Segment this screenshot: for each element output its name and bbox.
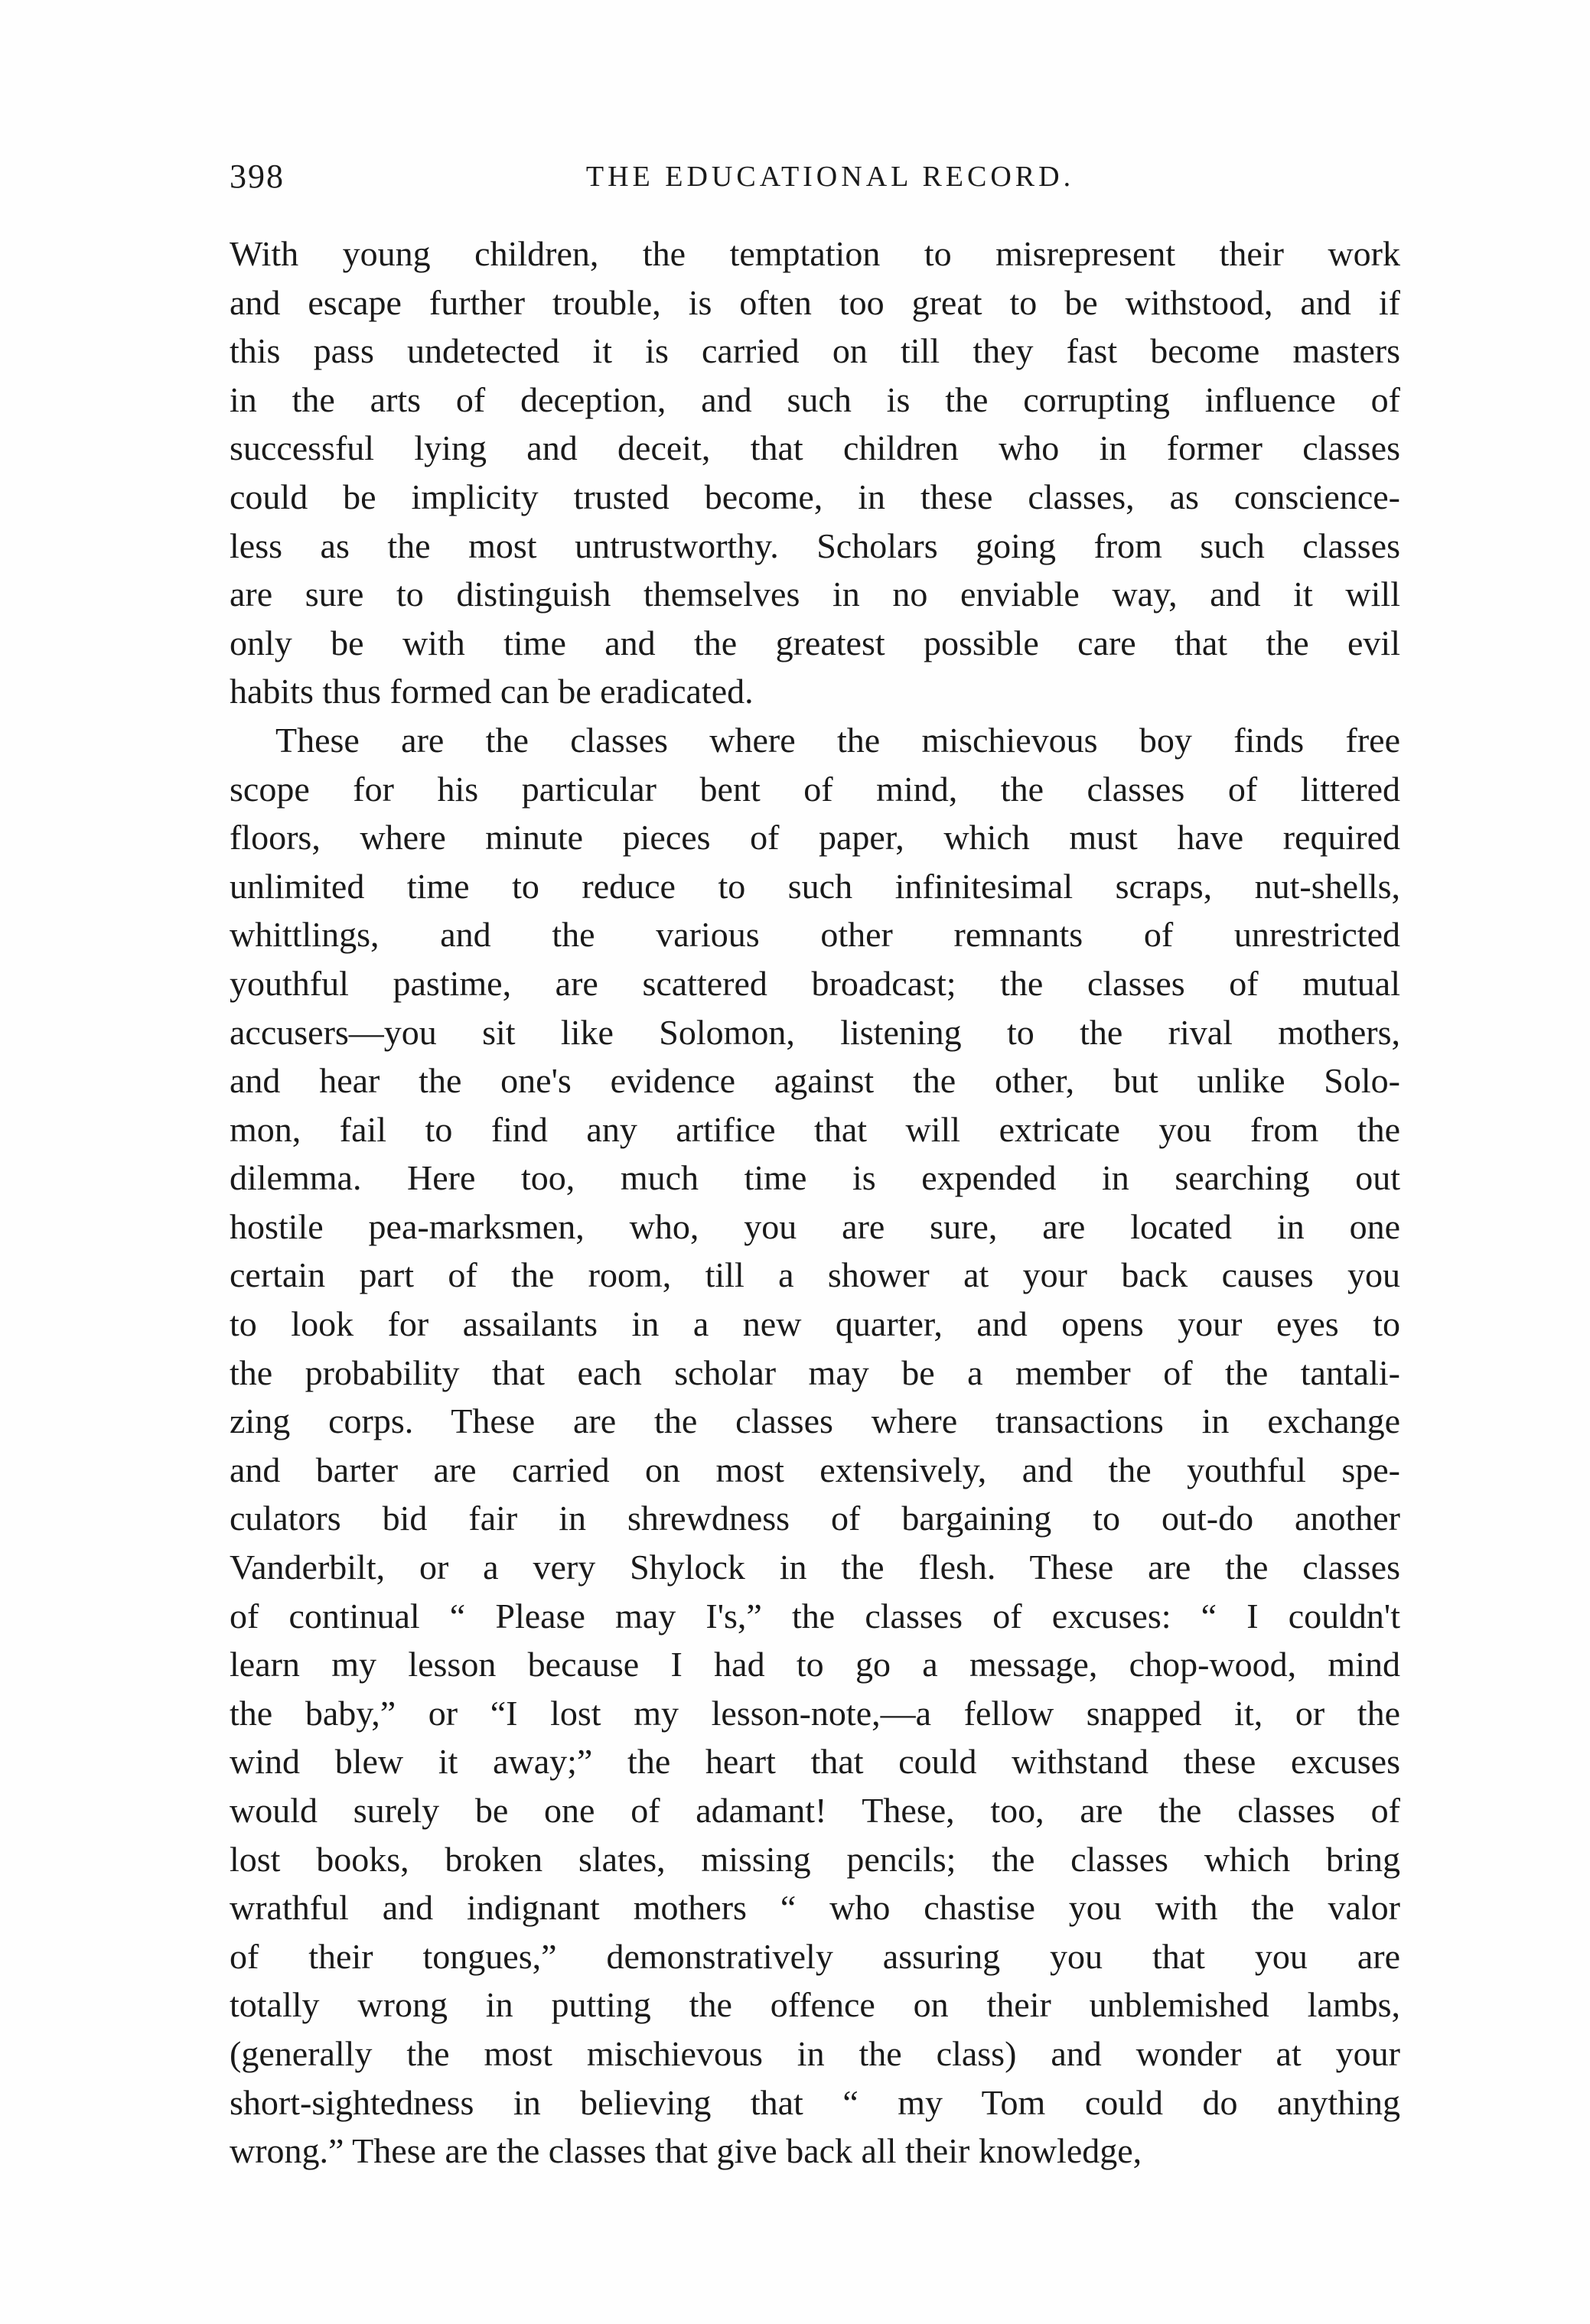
text-line: successful lying and deceit, that children who in former classes [230,428,1400,468]
text-line: wrong.” These are the classes that give back all their knowledge, [230,2131,1142,2171]
paragraph-1 [230,229,1400,716]
text-line: floors, where minute pieces of paper, which must have required [230,818,1400,858]
text-line: certain part of the room, till a shower at your back causes you [230,1255,1400,1295]
text-line: the probability that each scholar may be a member of the tantali- [230,1352,1400,1392]
text-line: in the arts of deception, and such is the corrupting influence of [230,379,1400,419]
text-line: and hear the one's evidence against the other, but unlike Solo- [230,1061,1400,1101]
text-line: the baby,” or “I lost my lesson-note,—a fellow snapped it, or the [230,1693,1400,1733]
text-line: (generally the most mischievous in the class) and wonder at your [230,2033,1400,2073]
text-line: habits thus formed can be eradicated. [230,672,754,711]
text-line: With young children, the temptation to misrepresent their work [230,234,1400,273]
text-line: These are the classes where the mischievous boy finds free [275,720,1400,760]
text-line: dilemma. Here too, much time is expended in searching out [230,1158,1400,1198]
text-line: learn my lesson because I had to go a message, chop-wood, mind [230,1645,1400,1684]
text-line: and escape further trouble, is often too great to be withstood, and if [230,282,1400,322]
text-line: only be with time and the greatest possible care that the evil [230,623,1400,662]
text-line: zing corps. These are the classes where transactions in exchange [230,1401,1400,1441]
text-line: to look for assailants in a new quarter, and opens your eyes to [230,1304,1400,1344]
text-line: whittlings, and the various other remnants of unrestricted [230,915,1400,955]
text-line: are sure to distinguish themselves in no enviable way, and it will [230,574,1400,614]
text-line: could be implicity trusted become, in these classes, as conscience- [230,477,1400,516]
text-line: of their tongues,” demonstratively assuring you that you are [230,1936,1400,1976]
text-line: totally wrong in putting the offence on their unblemished lambs, [230,1985,1400,2025]
text-line: lost books, broken slates, missing pencils; the classes which bring [230,1839,1400,1879]
body-text [230,229,1400,2176]
running-head [230,157,1400,203]
text-line: this pass undetected it is carried on till they fast become masters [230,331,1400,371]
paragraph-2 [230,716,1400,2176]
text-line: Vanderbilt, or a very Shylock in the flesh. These are the classes [230,1548,1400,1587]
text-line: accusers—you sit like Solomon, listening to the rival mothers, [230,1012,1400,1052]
text-line: wrathful and indignant mothers “ who chastise you with the valor [230,1888,1400,1928]
text-line: culators bid fair in shrewdness of bargaining to out-do another [230,1499,1400,1538]
text-line: short-sightedness in believing that “ my Tom could do anything [230,2082,1400,2122]
text-line: less as the most untrustworthy. Scholars going from such classes [230,526,1400,565]
text-line: hostile pea-marksmen, who, you are sure, are located in one [230,1206,1400,1246]
text-line: would surely be one of adamant! These, too, are the classes of [230,1791,1400,1830]
text-line: mon, fail to find any artifice that will extricate you from the [230,1109,1400,1149]
text-line: of continual “ Please may I's,” the classes of excuses: “ I couldn't [230,1596,1400,1636]
text-line: unlimited time to reduce to such infinitesimal scraps, nut-shells, [230,866,1400,906]
journal-title: THE EDUCATIONAL RECORD. [585,161,1075,193]
text-line: youthful pastime, are scattered broadcast; the classes of mutual [230,963,1400,1003]
text-line: and barter are carried on most extensively, and the youthful spe- [230,1450,1400,1489]
text-line: scope for his particular bent of mind, the classes of littered [230,769,1400,809]
text-line: wind blew it away;” the heart that could withstand these excuses [230,1742,1400,1782]
page-number: 398 [230,158,285,195]
